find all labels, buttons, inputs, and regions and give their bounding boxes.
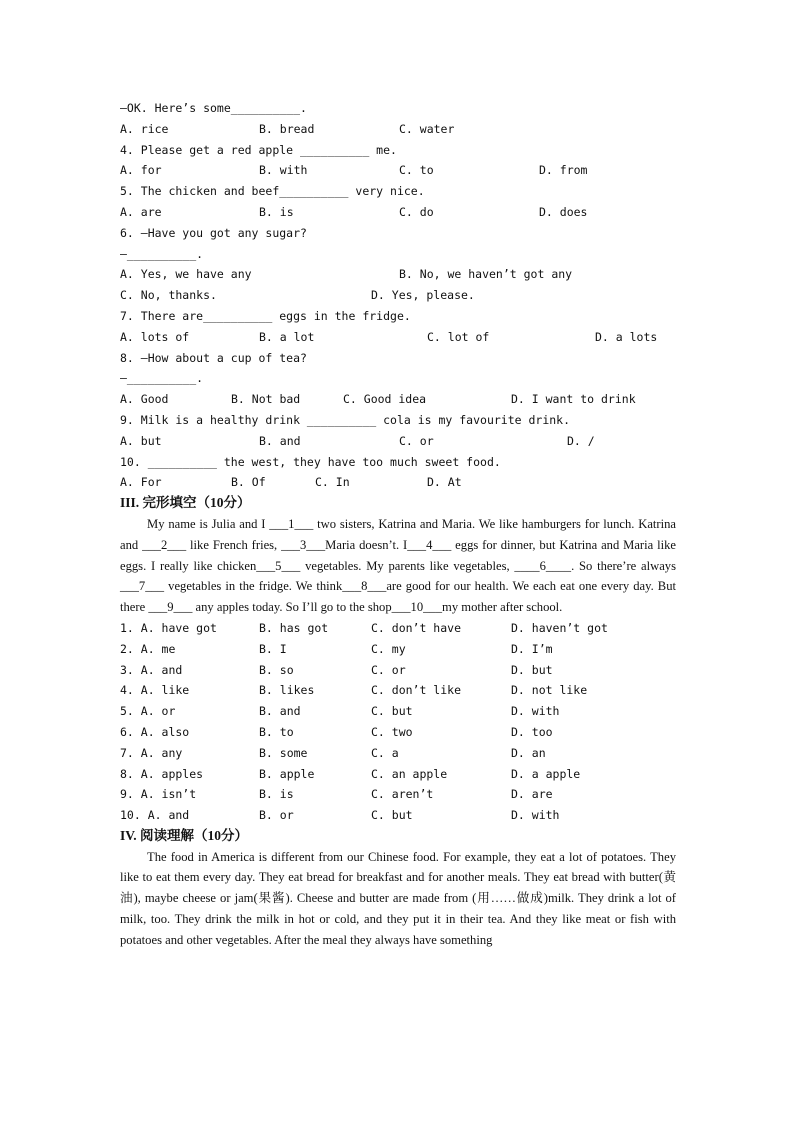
option-b: B. is [259,204,294,219]
option-d: D. with [511,808,560,823]
option-d: D. too [511,724,553,739]
question-5: 5. The chicken and beef__________ very nice. [120,184,425,199]
q6-answer-blank: —__________. [120,246,204,261]
q6-options-row1 [120,264,676,285]
option-b: B. and [259,704,301,719]
option-d: D. I’m [511,641,553,656]
option-d: D. but [511,662,553,677]
option-b: B. likes [259,683,315,698]
q3-answer-line: —OK. Here’s some__________. [120,101,307,115]
option-a: A. Yes, we have any [120,267,252,282]
option-d: D. I want to drink [511,392,636,407]
option-a: A. but [120,433,162,448]
option-c: C. lot of [427,329,490,344]
option-b: B. and [259,433,301,448]
q3-options [120,119,676,140]
option-b: B. a lot [259,329,315,344]
option-d: D. from [539,163,588,178]
option-c: C. Good idea [343,392,427,407]
cloze-option-row [120,764,676,785]
cloze-option-row [120,743,676,764]
option-d: D. / [567,433,595,448]
option-b: B. No, we haven’t got any [399,267,573,282]
worksheet-page [120,98,676,951]
cloze-option-row [120,618,676,639]
option-c: C. don’t like [371,683,462,698]
option-b: B. or [259,808,294,823]
q9-options [120,431,676,452]
option-b: B. bread [259,121,315,136]
option-a: 8. A. apples [120,766,204,781]
option-b: B. with [259,163,308,178]
option-d: D. At [427,475,462,490]
option-a: A. for [120,163,162,178]
option-b: B. is [259,787,294,802]
option-d: D. does [539,204,588,219]
option-d: D. Yes, please. [371,288,475,303]
option-a: 1. A. have got [120,620,217,635]
reading-passage [120,847,676,951]
cloze-passage [120,514,676,618]
cloze-option-row [120,701,676,722]
option-c: C. an apple [371,766,448,781]
option-b: B. so [259,662,294,677]
cloze-option-row [120,639,676,660]
q6-options-row2 [120,285,676,306]
option-c: C. or [371,662,406,677]
q4-options [120,160,676,181]
reading-section-heading: IV. 阅读理解（10分） [120,827,249,843]
option-b: B. has got [259,620,329,635]
option-a: A. rice [120,121,169,136]
option-b: B. Of [231,475,266,490]
cloze-option-row [120,784,676,805]
option-c: C. do [399,204,434,219]
option-d: D. a lots [595,329,658,344]
question-6: 6. —Have you got any sugar? [120,225,307,240]
option-a: 3. A. and [120,662,183,677]
cloze-option-row [120,680,676,701]
q5-options [120,202,676,223]
option-a: 7. A. any [120,745,183,760]
question-9: 9. Milk is a healthy drink __________ cola is my favourite drink. [120,412,571,427]
option-a: 2. A. me [120,641,176,656]
option-b: B. to [259,724,294,739]
option-c: C. don’t have [371,620,462,635]
cloze-option-row [120,660,676,681]
option-a: 9. A. isn’t [120,787,197,802]
cloze-option-row [120,805,676,826]
option-b: B. I [259,641,287,656]
cloze-option-row [120,722,676,743]
cloze-section-heading: III. 完形填空（10分） [120,495,251,511]
option-d: D. an [511,745,546,760]
option-a: A. For [120,475,162,490]
option-a: A. lots of [120,329,190,344]
option-d: D. haven’t got [511,620,608,635]
option-b: B. some [259,745,308,760]
q8-options [120,389,676,410]
option-c: C. or [399,433,434,448]
option-a: A. Good [120,392,169,407]
option-d: D. a apple [511,766,581,781]
option-c: C. No, thanks. [120,288,217,303]
option-d: D. are [511,787,553,802]
reading-passage-text: The food in America is different from our Chinese food. For example, they eat a lot of potatoes. They like to eat them every day. They eat bread for breakfast and for another meals. They eat bread with butter(黄油), maybe cheese or jam(果酱). Cheese and butter are made from (用……做成)milk. They drink a lot of milk, too. They drink the milk in hot or cold, and they put it in their tea. And they like meat or fish with potatoes and other vegetables. After the meal they always have something [120,849,676,947]
cloze-passage-text: My name is Julia and I ___1___ two sisters, Katrina and Maria. We like hamburgers for lunch. Katrina and ___2___ like French fries, ___3___Maria doesn’t. I___4___ eggs for dinner, but Katrina and Maria like eggs. I really like chicken___5___ vegetables. My parents like vegetables, ____6____. So there’re always ___7___ vegetables in the fridge. We think___8___are good for our health. We each eat one every day. But there ___9___ any apples today. So I’ll go to the shop___10___my mother after school. [120,516,676,615]
option-d: D. with [511,704,560,719]
option-c: C. but [371,808,413,823]
option-a: 5. A. or [120,704,176,719]
question-7: 7. There are__________ eggs in the fridge. [120,308,411,323]
option-a: 4. A. like [120,683,190,698]
option-c: C. but [371,704,413,719]
option-c: C. a [371,745,399,760]
option-c: C. aren’t [371,787,434,802]
option-b: B. Not bad [231,392,301,407]
option-c: C. water [399,121,455,136]
option-d: D. not like [511,683,588,698]
option-b: B. apple [259,766,315,781]
question-10: 10. __________ the west, they have too much sweet food. [120,454,501,469]
option-c: C. two [371,724,413,739]
option-c: C. In [315,475,350,490]
q7-options [120,327,676,348]
option-a: 6. A. also [120,724,190,739]
cloze-options-list [120,618,676,826]
option-c: C. my [371,641,406,656]
q10-options [120,472,676,493]
question-4: 4. Please get a red apple __________ me. [120,142,397,157]
question-8: 8. —How about a cup of tea? [120,350,307,365]
option-c: C. to [399,163,434,178]
option-a: 10. A. and [120,808,190,823]
q8-answer-blank: —__________. [120,371,204,386]
option-a: A. are [120,204,162,219]
